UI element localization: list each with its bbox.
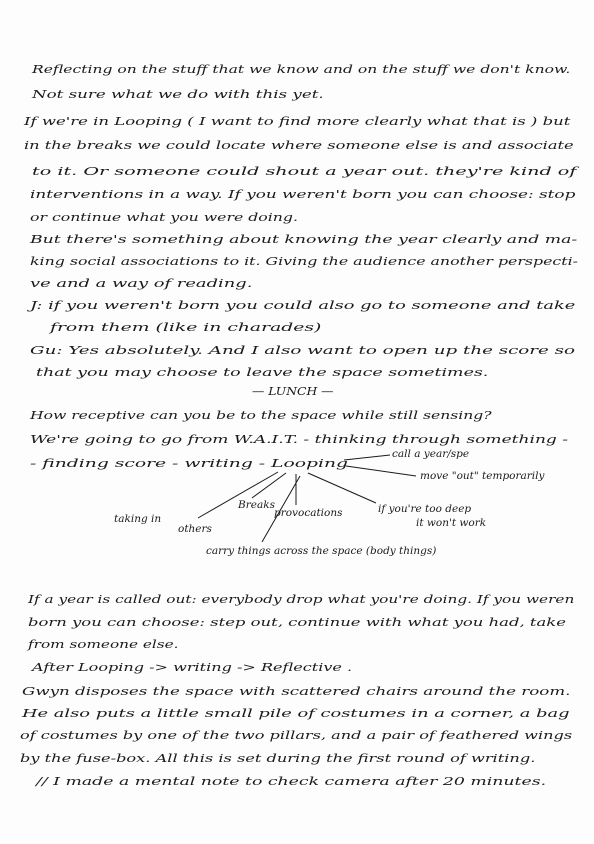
note-line: from them (like in charades) (50, 320, 322, 334)
note-line: If we're in Looping ( I want to find more clearly what that is ) but (24, 114, 571, 128)
note-line: by the fuse-box. All this is set during the first round of writing. (20, 751, 536, 765)
note-line: born you can choose: step out, continue with what you had, take (28, 615, 566, 629)
note-line: He also puts a little small pile of costumes in a corner, a bag (22, 706, 570, 720)
note-line: from someone else. (28, 637, 179, 651)
note-line: J: if you weren't born you could also go to someone and take (30, 298, 576, 312)
diagram-branch-too-deep-2: it won't work (416, 517, 487, 529)
diagram-branch-provocations: provocations (274, 507, 343, 519)
note-line: to it. Or someone could shout a year out. they're kind of (32, 164, 577, 178)
note-line: that you may choose to leave the space sometimes. (36, 365, 489, 379)
note-line: in the breaks we could locate where someone else is and associate (24, 138, 574, 152)
note-line: ve and a way of reading. (30, 276, 253, 290)
note-line: Gwyn disposes the space with scattered chairs around the room. (22, 684, 571, 698)
note-line: // I made a mental note to check camera after 20 minutes. (36, 774, 547, 788)
note-line: But there's something about knowing the year clearly and ma- (30, 232, 578, 246)
note-line: Gu: Yes absolutely. And I also want to open up the score so (30, 343, 575, 357)
note-line: After Looping -> writing -> Reflective . (32, 660, 353, 674)
diagram-branch-breaks: Breaks (238, 499, 275, 511)
diagram-branch-move-out: move "out" temporarily (420, 470, 545, 482)
note-line: If a year is called out: everybody drop what you're doing. If you weren (28, 592, 575, 606)
diagram-row: - finding score - writing - Looping (30, 456, 348, 470)
note-line: king social associations to it. Giving the audience another perspecti- (30, 254, 578, 268)
note-line: Reflecting on the stuff that we know and on the stuff we don't know. (32, 62, 571, 76)
note-line: How receptive can you be to the space while still sensing? (30, 408, 492, 422)
diagram-branch-taking-in: taking in (114, 513, 162, 525)
note-line: of costumes by one of the two pillars, and a pair of feathered wings (20, 728, 573, 742)
lunch-marker: — LUNCH — (252, 384, 334, 398)
diagram-branch-others: others (178, 523, 212, 535)
note-line: We're going to go from W.A.I.T. - thinking through something - (30, 432, 569, 446)
diagram-branch-too-deep: if you're too deep (378, 503, 472, 515)
diagram-branch-call-year: call a year/spe (392, 448, 470, 460)
note-line: Not sure what we do with this yet. (32, 87, 324, 101)
note-line: interventions in a way. If you weren't born you can choose: stop (30, 187, 576, 201)
note-line: or continue what you were doing. (30, 210, 298, 224)
diagram-branch-carry: carry things across the space (body things) (206, 545, 437, 557)
